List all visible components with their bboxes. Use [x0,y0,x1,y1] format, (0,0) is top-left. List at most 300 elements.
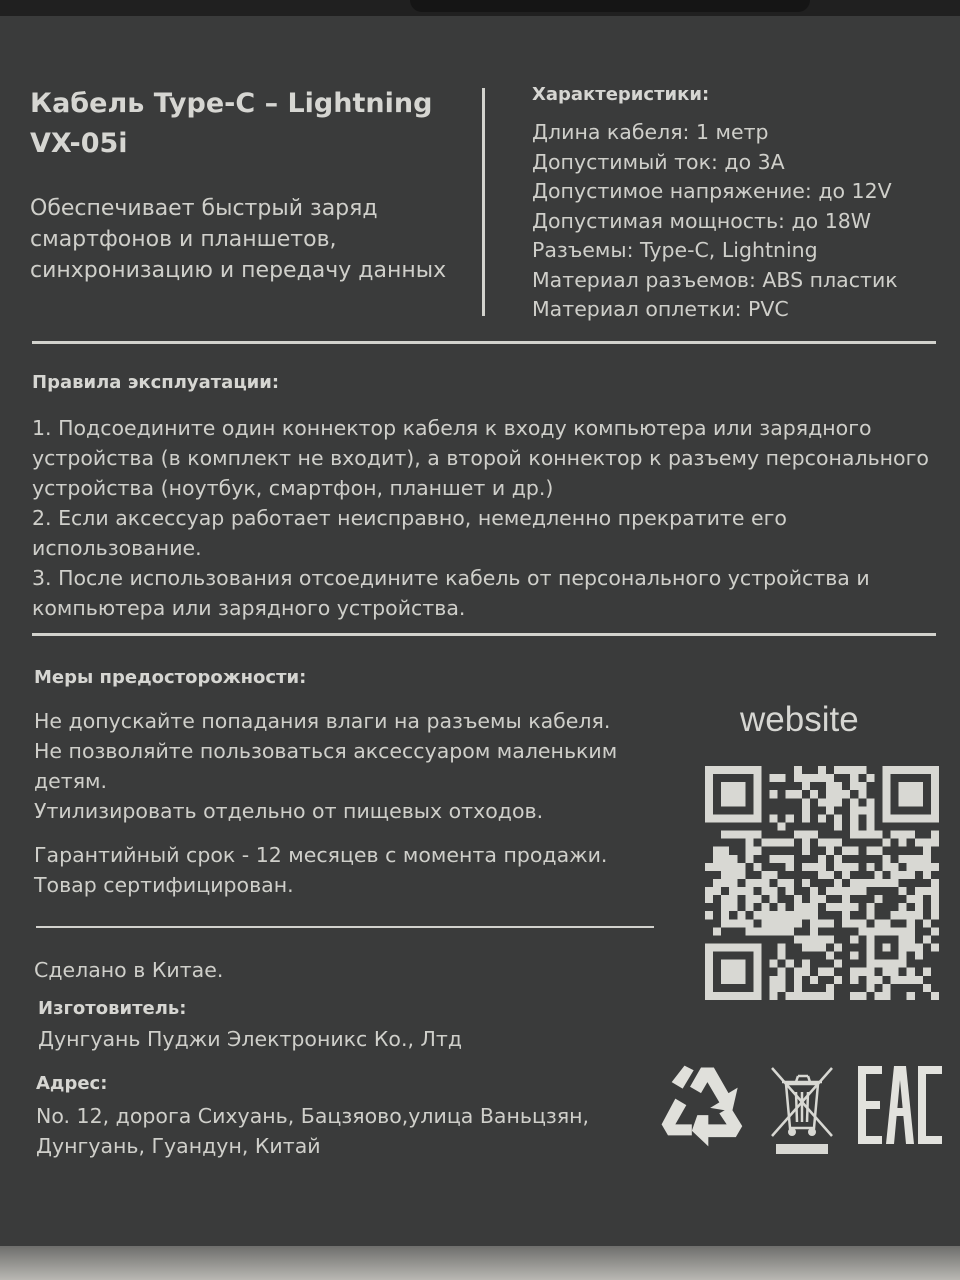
qr-module [713,855,721,863]
qr-module [866,944,874,952]
caution-heading: Меры предосторожности: [34,667,307,688]
qr-module [826,984,834,992]
qr-module [899,887,907,895]
qr-module [713,944,721,952]
qr-module [907,855,915,863]
qr-module [770,992,778,1000]
qr-module [802,944,810,952]
qr-module [705,968,713,976]
qr-module [737,968,745,976]
qr-module [802,814,810,822]
qr-module [842,919,850,927]
qr-module [907,871,915,879]
qr-module [794,911,802,919]
qr-module [818,935,826,943]
qr-module [705,952,713,960]
qr-module [891,831,899,839]
qr-module [745,766,753,774]
box-bottom-edge [0,1246,960,1280]
qr-module [729,960,737,968]
qr-module [826,992,834,1000]
qr-module [850,968,858,976]
qr-module [802,903,810,911]
qr-module [753,968,761,976]
qr-module [850,782,858,790]
qr-module [713,814,721,822]
qr-module [810,927,818,935]
qr-module [866,960,874,968]
qr-module [753,814,761,822]
qr-module [729,992,737,1000]
qr-module [713,927,721,935]
qr-module [786,887,794,895]
qr-module [770,790,778,798]
qr-module [858,782,866,790]
qr-module [866,927,874,935]
qr-module [761,879,769,887]
caution-line: Утилизировать отдельно от пищевых отходов. [34,799,544,823]
qr-module [834,782,842,790]
qr-module [705,944,713,952]
qr-module [778,822,786,830]
qr-module [931,944,939,952]
qr-module [778,919,786,927]
qr-module [778,976,786,984]
qr-module [883,766,891,774]
qr-module [874,960,882,968]
qr-module [802,863,810,871]
divider-line [32,633,936,636]
caution-line: Не позволяйте пользоваться аксессуаром маленьким детям. [34,739,618,793]
qr-module [891,871,899,879]
qr-module [721,790,729,798]
qr-module [729,895,737,903]
qr-module [721,831,729,839]
qr-module [842,887,850,895]
qr-module [818,839,826,847]
qr-module [818,919,826,927]
qr-module [842,847,850,855]
qr-module [721,919,729,927]
qr-module [915,952,923,960]
qr-module [907,976,915,984]
qr-module [915,839,923,847]
qr-module [753,976,761,984]
qr-module [891,766,899,774]
qr-module [818,814,826,822]
qr-module [818,871,826,879]
qr-module [891,960,899,968]
qr-module [721,798,729,806]
qr-module [729,903,737,911]
qr-module [794,976,802,984]
qr-module [826,871,834,879]
qr-module [705,798,713,806]
qr-module [907,919,915,927]
qr-module [745,919,753,927]
qr-module [874,871,882,879]
qr-module [850,798,858,806]
qr-module [770,814,778,822]
qr-module [915,911,923,919]
qr-module [729,782,737,790]
qr-module [923,863,931,871]
qr-module [786,927,794,935]
qr-module [931,911,939,919]
qr-module [794,895,802,903]
qr-module [874,847,882,855]
qr-module [753,806,761,814]
spec-item: Разъемы: Type-C, Lightning [532,238,818,262]
qr-module [705,895,713,903]
qr-module [931,839,939,847]
qr-module [778,984,786,992]
qr-module [778,911,786,919]
qr-module [931,806,939,814]
qr-module [899,935,907,943]
warranty-line: Товар сертифицирован. [34,873,294,897]
qr-module [713,992,721,1000]
qr-module [770,871,778,879]
qr-module [794,935,802,943]
qr-module [931,790,939,798]
qr-module [745,895,753,903]
qr-module [737,960,745,968]
qr-module [907,944,915,952]
qr-module [737,814,745,822]
qr-module [729,766,737,774]
qr-module [858,766,866,774]
qr-module [753,831,761,839]
qr-module [858,927,866,935]
qr-module [826,847,834,855]
qr-module [737,863,745,871]
qr-module [866,814,874,822]
qr-module [858,887,866,895]
qr-module [931,766,939,774]
qr-module [753,766,761,774]
qr-module [753,847,761,855]
qr-module [786,855,794,863]
qr-module [866,935,874,943]
qr-module [834,790,842,798]
qr-module [907,935,915,943]
qr-module [761,871,769,879]
qr-module [794,903,802,911]
spec-item: Длина кабеля: 1 метр [532,120,769,144]
divider-line [36,926,654,928]
spec-item: Допустимая мощность: до 18W [532,208,872,233]
rule-item: 1. Подсоедините один коннектор кабеля к входу компьютера или зарядного устройства (в комплект не входит), а второй коннектор к разъему персонального устройства (ноутбук, смартфон, планшет и др.) [32,416,929,500]
qr-module [705,863,713,871]
qr-module [834,839,842,847]
qr-module [737,976,745,984]
qr-module [786,919,794,927]
qr-module [923,968,931,976]
qr-module [907,863,915,871]
qr-module [874,976,882,984]
qr-module [770,774,778,782]
qr-module [778,855,786,863]
rule-item: 2. Если аксессуар работает неисправно, немедленно прекратите его использование. [32,506,787,560]
qr-module [802,839,810,847]
qr-module [931,863,939,871]
qr-module [745,839,753,847]
qr-module [753,952,761,960]
divider-line [32,341,936,344]
qr-module [891,863,899,871]
specs-list [532,118,898,325]
qr-module [770,839,778,847]
qr-module [931,814,939,822]
qr-module [899,911,907,919]
manufacturer-name: Дунгуань Пуджи Электроникс Ко., Лтд [38,1027,463,1051]
caution-text [34,706,674,826]
qr-module [737,766,745,774]
qr-module [705,774,713,782]
box-notch [410,0,810,12]
qr-module [923,814,931,822]
qr-module [761,839,769,847]
qr-module [915,895,923,903]
qr-module [834,903,842,911]
qr-module [850,863,858,871]
qr-module [794,919,802,927]
qr-module [778,879,786,887]
qr-module [826,887,834,895]
qr-module [834,887,842,895]
qr-module [883,839,891,847]
qr-module [931,895,939,903]
qr-module [866,847,874,855]
qr-module [818,774,826,782]
qr-module [874,919,882,927]
qr-module [802,879,810,887]
spec-item: Допустимое напряжение: до 12V [532,179,892,203]
qr-module [761,903,769,911]
qr-module [907,895,915,903]
qr-module [834,822,842,830]
rules-heading: Правила эксплуатации: [32,372,280,393]
qr-module [866,863,874,871]
qr-module [729,919,737,927]
box-top-edge [0,0,960,16]
qr-module [802,935,810,943]
qr-module [753,960,761,968]
qr-module [883,798,891,806]
qr-module [883,863,891,871]
qr-module [745,879,753,887]
qr-module [874,879,882,887]
qr-module [923,766,931,774]
qr-module [705,814,713,822]
qr-module [907,782,915,790]
qr-module [891,976,899,984]
qr-module [907,992,915,1000]
product-title: Кабель Type-C – Lightning VX-05i [30,88,433,159]
qr-module [810,911,818,919]
qr-module [802,911,810,919]
qr-module [705,782,713,790]
qr-module [915,863,923,871]
qr-module [891,927,899,935]
qr-module [923,935,931,943]
qr-module [753,895,761,903]
qr-module [866,911,874,919]
qr-module [834,863,842,871]
qr-module [899,831,907,839]
qr-module [818,968,826,976]
qr-module [923,847,931,855]
qr-module [770,895,778,903]
qr-module [810,919,818,927]
qr-module [883,984,891,992]
qr-module [721,871,729,879]
qr-module [794,774,802,782]
qr-module [907,814,915,822]
qr-module [899,976,907,984]
qr-module [866,879,874,887]
qr-module [753,774,761,782]
qr-module [786,839,794,847]
qr-module [907,911,915,919]
qr-module [810,790,818,798]
qr-module [883,806,891,814]
qr-module [721,911,729,919]
qr-module [753,798,761,806]
qr-module [761,919,769,927]
qr-module [786,960,794,968]
qr-module [802,847,810,855]
qr-module [874,992,882,1000]
qr-module [818,798,826,806]
qr-module [883,814,891,822]
qr-module [907,831,915,839]
qr-module [883,968,891,976]
qr-module [818,895,826,903]
qr-module [850,822,858,830]
qr-module [721,863,729,871]
qr-module [737,919,745,927]
qr-module [721,895,729,903]
qr-module [753,944,761,952]
spec-item: Допустимый ток: до 3А [532,149,785,174]
qr-module [737,831,745,839]
qr-module [721,814,729,822]
qr-code-icon[interactable] [705,766,939,1000]
qr-module [729,871,737,879]
qr-module [842,871,850,879]
qr-module [891,911,899,919]
qr-module [713,879,721,887]
qr-module [818,992,826,1000]
qr-module [753,984,761,992]
product-description: Обеспечивает быстрый заряд смартфонов и планшетов, синхронизацию и передачу данных [30,196,447,283]
qr-module [721,903,729,911]
qr-module [705,992,713,1000]
qr-module [802,992,810,1000]
spec-item: Материал оплетки: PVC [532,297,789,321]
qr-module [826,798,834,806]
qr-module [705,887,713,895]
qr-module [761,927,769,935]
qr-module [931,927,939,935]
qr-module [786,863,794,871]
qr-module [794,766,802,774]
crossed-bin-icon [768,1064,836,1158]
qr-module [705,976,713,984]
qr-module [850,766,858,774]
qr-module [770,911,778,919]
qr-module [818,944,826,952]
qr-module [891,968,899,976]
qr-module [931,992,939,1000]
qr-module [818,863,826,871]
qr-module [705,790,713,798]
qr-module [818,855,826,863]
qr-module [907,766,915,774]
qr-module [794,984,802,992]
qr-module [923,919,931,927]
qr-module [705,911,713,919]
qr-module [721,766,729,774]
rules-list [32,413,947,623]
qr-module [810,774,818,782]
qr-module [866,968,874,976]
qr-module [737,782,745,790]
qr-module [770,927,778,935]
qr-module [907,968,915,976]
qr-module [923,887,931,895]
qr-module [899,782,907,790]
qr-module [729,814,737,822]
qr-module [826,935,834,943]
qr-module [745,855,753,863]
qr-module [778,927,786,935]
qr-module [826,919,834,927]
qr-module [842,895,850,903]
qr-module [850,976,858,984]
qr-module [834,960,842,968]
qr-module [745,944,753,952]
qr-module [753,863,761,871]
qr-module [891,814,899,822]
qr-module [770,855,778,863]
qr-module [923,855,931,863]
qr-module [866,976,874,984]
qr-module [745,831,753,839]
qr-module [858,879,866,887]
qr-module [737,871,745,879]
qr-module [778,839,786,847]
qr-module [818,766,826,774]
made-in-label: Сделано в Китае. [34,958,224,982]
qr-module [883,992,891,1000]
warranty-text [34,840,674,900]
qr-module [834,855,842,863]
qr-module [899,871,907,879]
qr-module [915,944,923,952]
qr-module [858,790,866,798]
qr-module [729,976,737,984]
qr-module [810,992,818,1000]
qr-module [858,919,866,927]
qr-module [721,968,729,976]
qr-module [874,927,882,935]
qr-module [761,911,769,919]
qr-module [866,831,874,839]
qr-module [850,919,858,927]
